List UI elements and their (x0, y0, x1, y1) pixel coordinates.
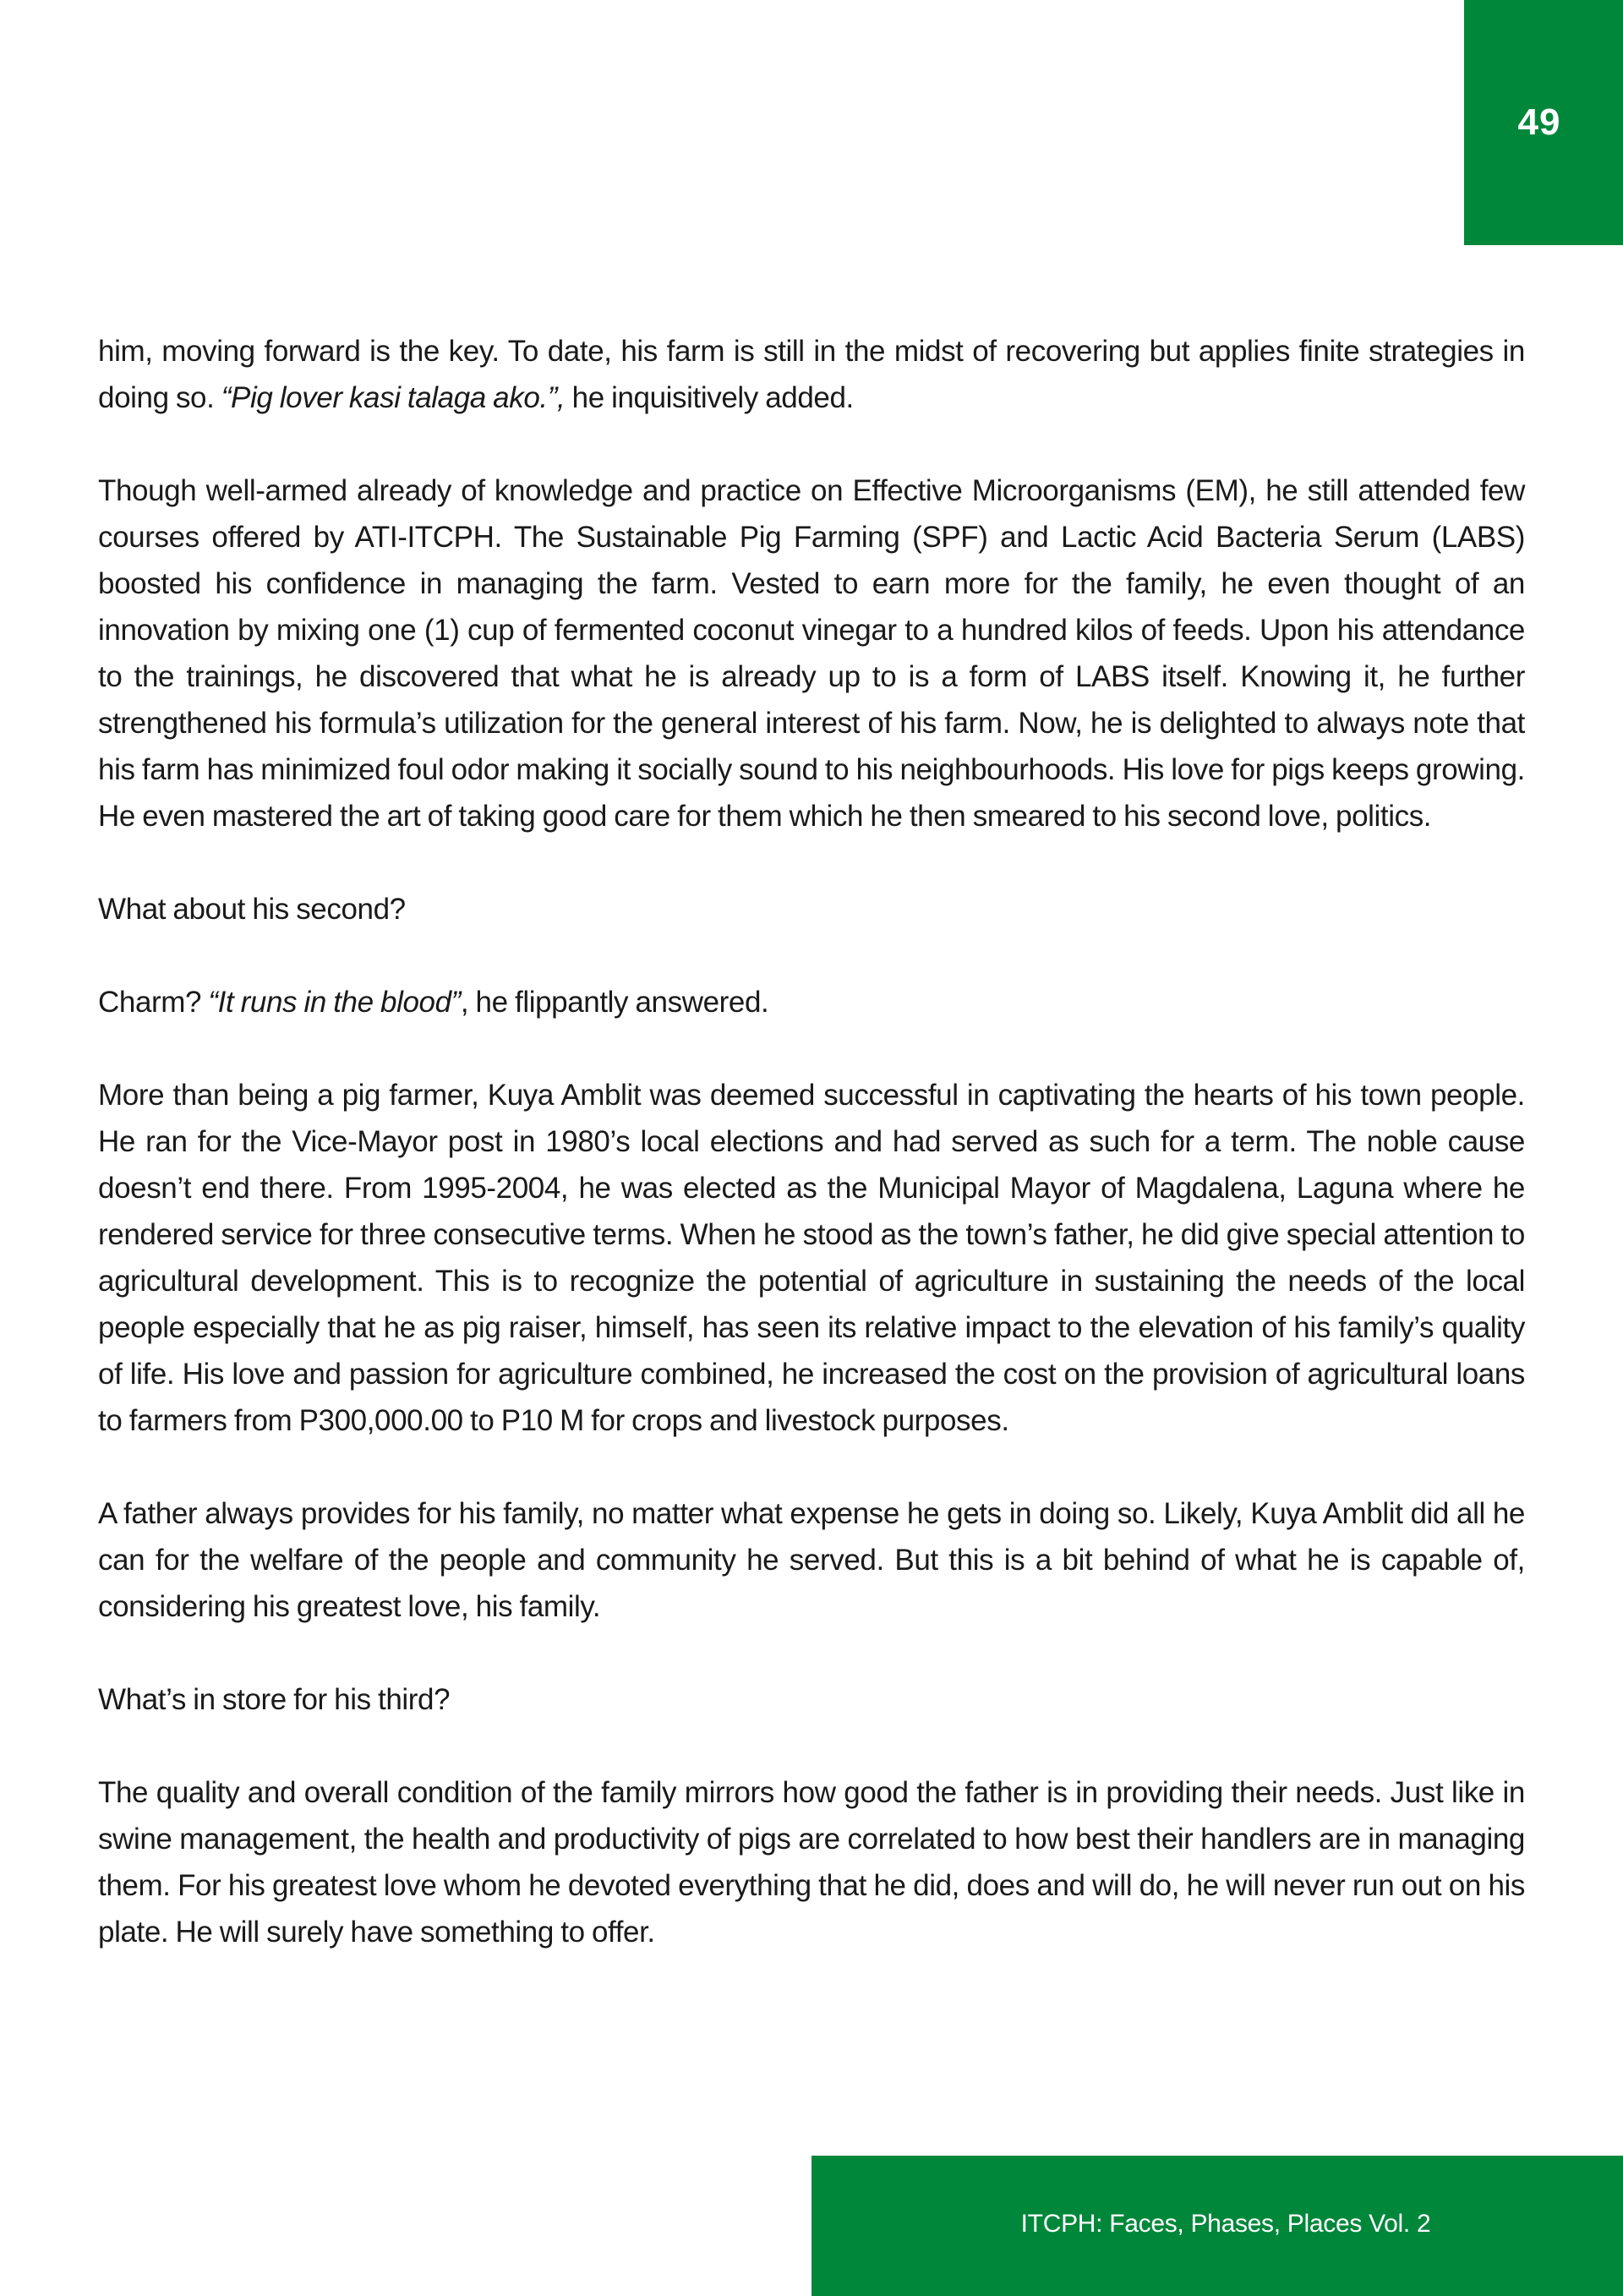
paragraph-text: him, moving forward is the key. To date, his farm is still in the midst of recovering but applies finite strategies in doing so. (98, 335, 1525, 414)
paragraph-text: What about his second? (98, 893, 406, 926)
paragraph-text: Charm? (98, 986, 209, 1019)
paragraph-text: What’s in store for his third? (98, 1683, 451, 1716)
quote-pig-lover: “Pig lover kasi talaga ako.”, (221, 381, 566, 414)
article-body (98, 328, 1525, 2002)
paragraph-text: The quality and overall condition of the family mirrors how good the father is in providing their needs. Just like in swine management, the health and productivity of pigs are correlated to how best their handlers are in managing them. For his greatest love whom he devoted everything that he did, does and will do, he will never run out on his plate. He will surely have something to offer. (98, 1776, 1525, 1949)
paragraph-text: A father always provides for his family, no matter what expense he gets in doing so. Likely, Kuya Amblit did all he can for the welfare of the people and community he served. But this is a bit behind of what he is capable of, considering his greatest love, his family. (98, 1497, 1525, 1623)
paragraph-father-provides (98, 1490, 1525, 1630)
paragraph-politics (98, 1072, 1525, 1444)
paragraph-text: Though well-armed already of knowledge and practice on Effective Microorganisms (EM), he still attended few courses offered by ATI-ITCPH. The Sustainable Pig Farming (SPF) and Lactic Acid Bacteria Serum (LABS) boosted his confidence in managing the farm. Vested to earn more for the family, he even thought of an innovation by mixing one (1) cup of fermented coconut vinegar to a hundred kilos of feeds. Upon his attendance to the trainings, he discovered that what he is already up to is a form of LABS itself. Knowing it, he further strengthened his formula’s utilization for the general interest of his farm. Now, he is delighted to always note that his farm has minimized foul odor making it socially sound to his neighbourhoods. His love for pigs keeps growing. He even mastered the art of taking good care for them which he then smeared to his second love, politics. (98, 474, 1525, 833)
page-number: 49 (1517, 101, 1561, 143)
footer-band (812, 2156, 1623, 2296)
paragraph-text: , he flippantly answered. (460, 986, 769, 1019)
paragraph-family-quality (98, 1769, 1525, 1955)
page-number-tab (1464, 0, 1623, 245)
paragraph-em-labs (98, 467, 1525, 839)
paragraph-question-second (98, 886, 1525, 932)
quote-runs-in-blood: “It runs in the blood” (208, 986, 461, 1019)
publication-title: ITCPH: Faces, Phases, Places Vol. 2 (1020, 2210, 1431, 2238)
paragraph-text: More than being a pig farmer, Kuya Amblit was deemed successful in captivating the hearts of his town people. He ran for the Vice-Mayor post in 1980’s local elections and had served as such for a term. The noble cause doesn’t end there. From 1995-2004, he was elected as the Municipal Mayor of Magdalena, Laguna where he rendered service for three consecutive terms. When he stood as the town’s father, he did give special attention to agricultural development. This is to recognize the potential of agriculture in sustaining the needs of the local people especially that he as pig raiser, himself, has seen its relative impact to the elevation of his family’s quality of life. His love and passion for agriculture combined, he increased the cost on the provision of agricultural loans to farmers from P300,000.00 to P10 M for crops and livestock purposes. (98, 1079, 1525, 1437)
paragraph-charm (98, 979, 1525, 1025)
paragraph-moving-forward (98, 328, 1525, 421)
paragraph-text: he inquisitively added. (565, 381, 854, 414)
paragraph-question-third (98, 1676, 1525, 1723)
